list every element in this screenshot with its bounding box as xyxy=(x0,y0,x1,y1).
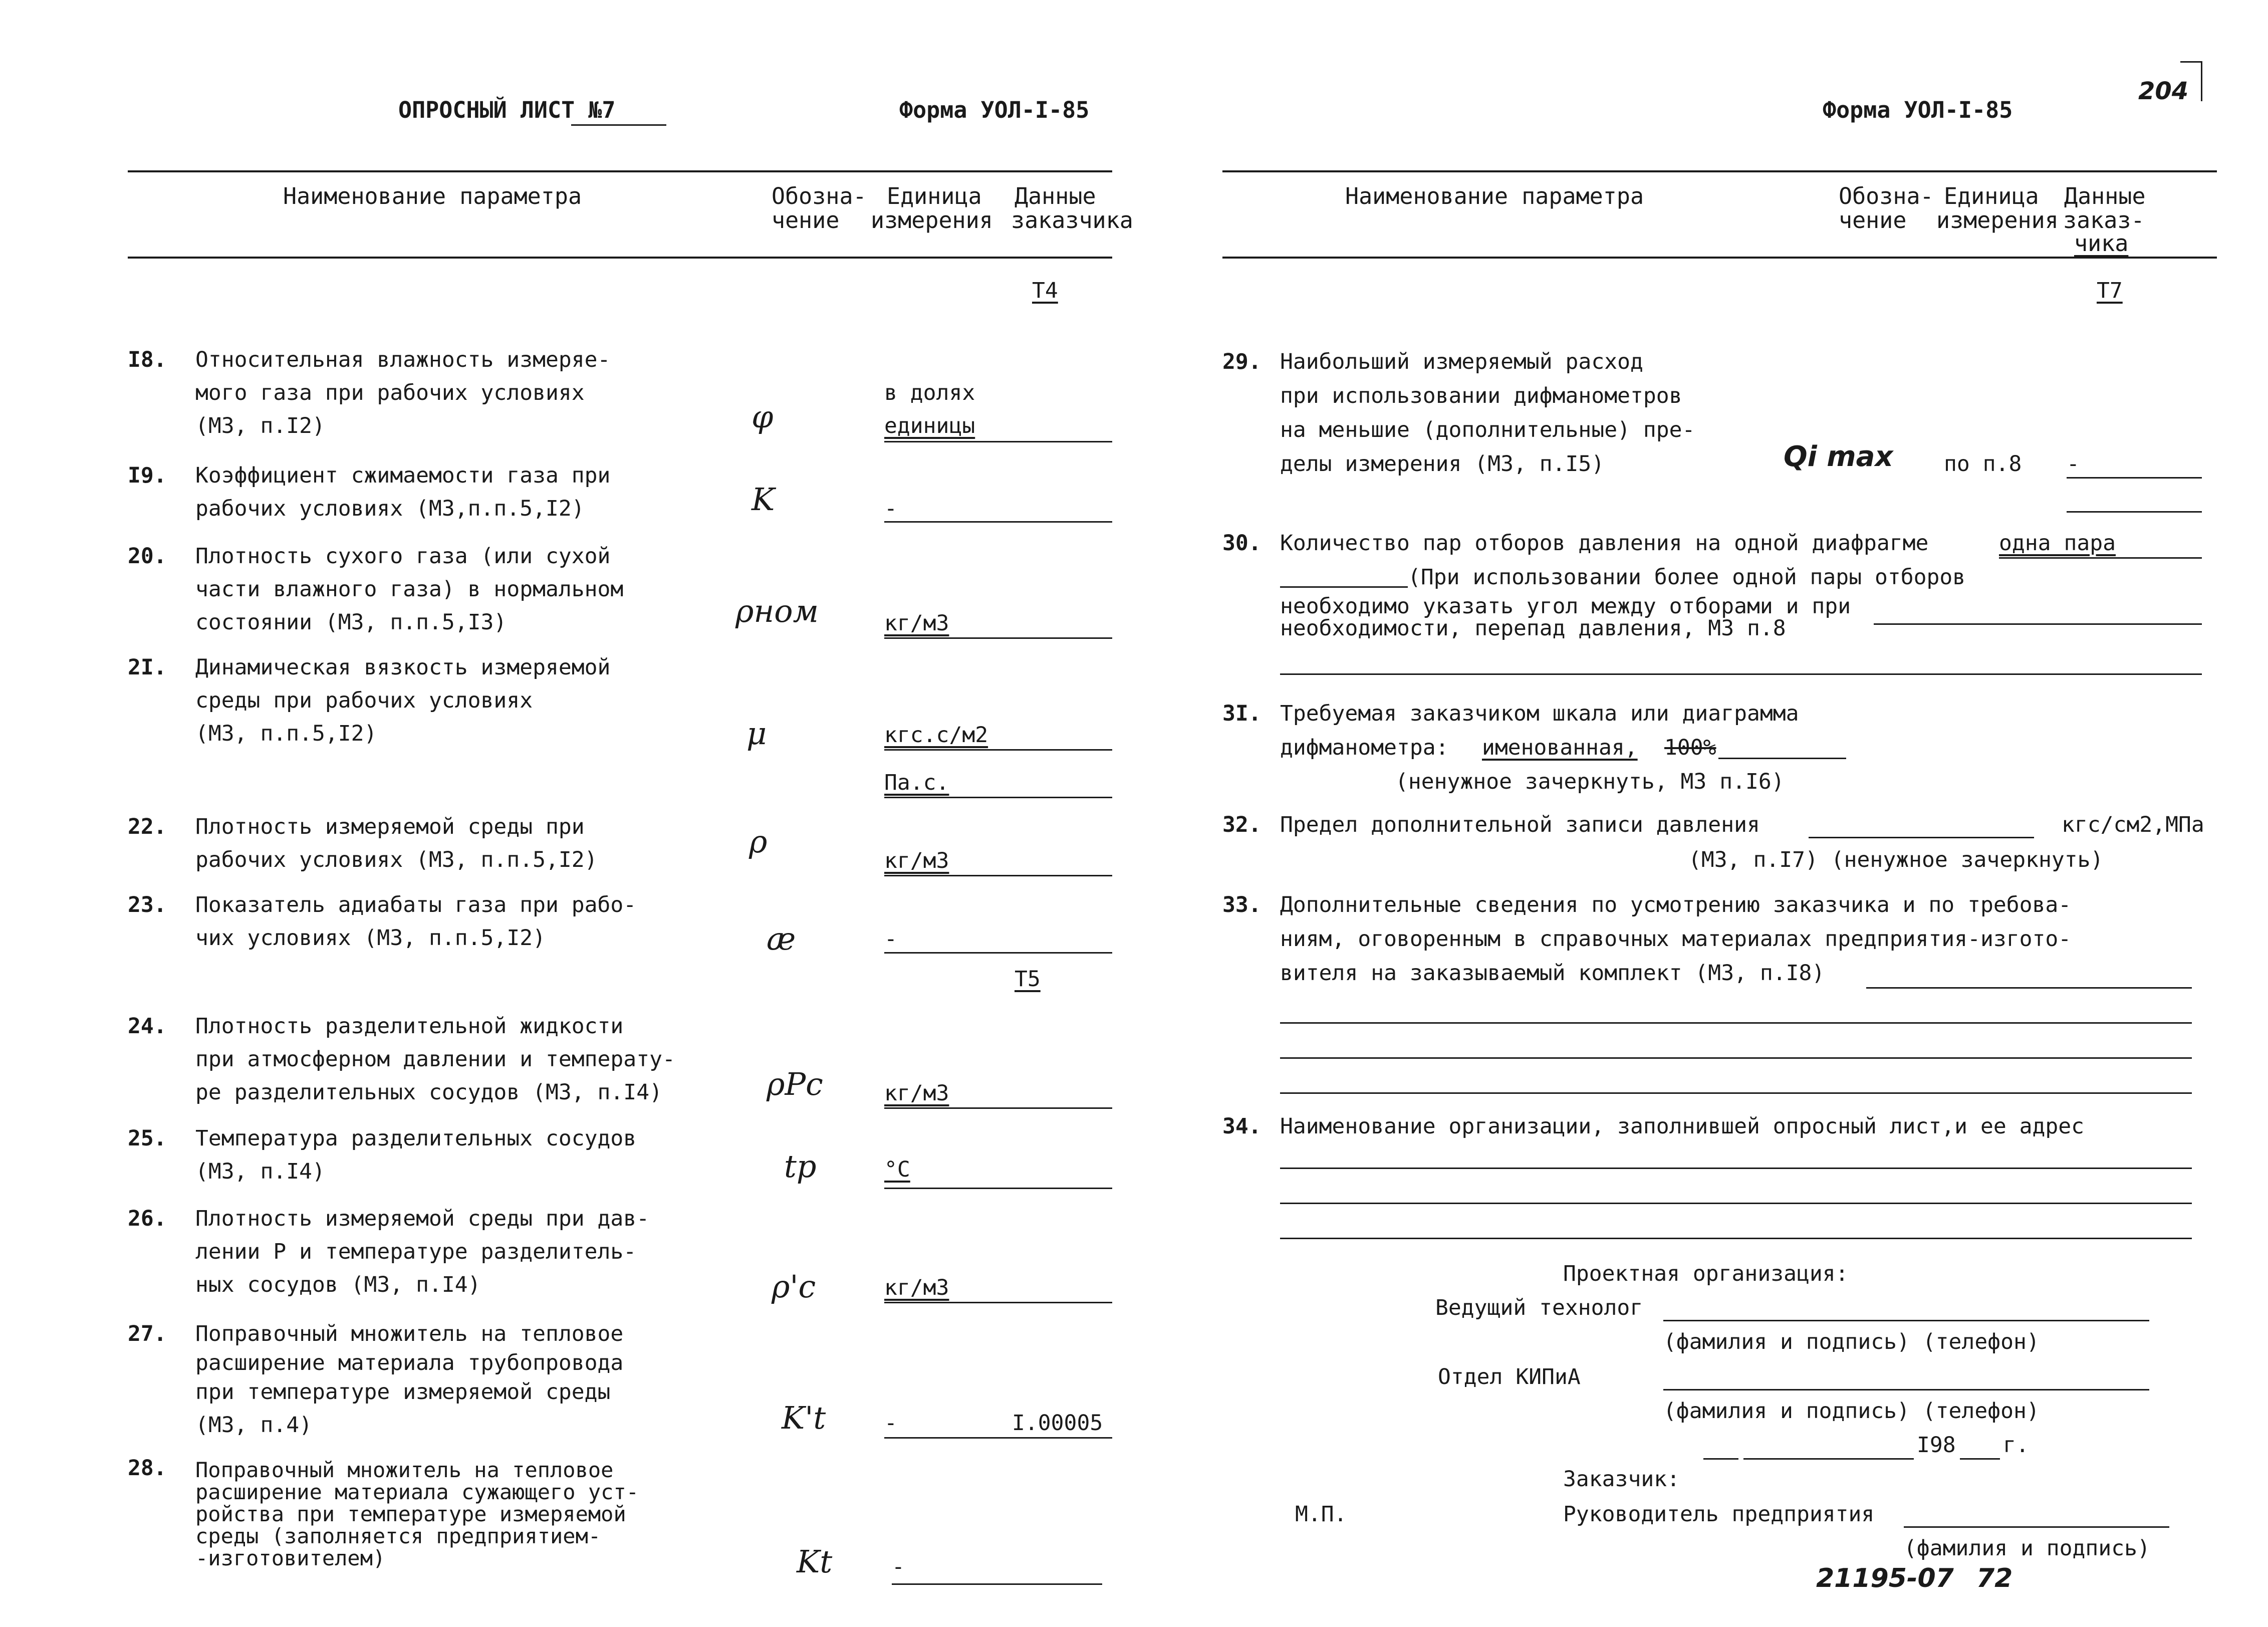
item-27-number: 27. xyxy=(128,1321,167,1346)
name-sign-caption: (фамилия и подпись) xyxy=(1904,1536,2150,1561)
tag-t7: Т7 xyxy=(2097,278,2123,303)
item-31-text: Требуемая заказчиком шкала или диаграмма xyxy=(1280,701,1799,726)
item-29-text: при использовании дифманометров xyxy=(1280,383,1682,408)
item-31-number: 3I. xyxy=(1222,701,1262,726)
item-28-value-line xyxy=(892,1583,1102,1585)
item-31-text: дифманометра: xyxy=(1280,735,1449,760)
doc-code: 21195-07 xyxy=(1816,1563,1954,1593)
item-29-value: - xyxy=(2067,451,2080,477)
item-29-unit: по п.8 xyxy=(1944,451,2022,477)
item-28-number: 28. xyxy=(128,1456,167,1481)
item-28-unit: - xyxy=(892,1554,905,1579)
item-19-text: рабочих условиях (МЗ,п.п.5,I2) xyxy=(195,496,585,521)
item-18-text: (МЗ, п.I2) xyxy=(195,413,325,438)
item-19-value-line xyxy=(884,521,1112,523)
doc-page: 72 xyxy=(1976,1563,2013,1593)
stamp-place: М.П. xyxy=(1295,1502,1347,1527)
item-22-symbol: ρ xyxy=(749,823,768,860)
item-31-answer: именованная, xyxy=(1482,735,1638,760)
item-26-value-line xyxy=(884,1302,1112,1303)
item-30-text: необходимости, перепад давления, МЗ п.8 xyxy=(1280,616,1786,641)
right-col-designation-2: чение xyxy=(1839,207,1907,234)
item-18-unit: в долях xyxy=(884,380,975,405)
questionnaire-title: ОПРОСНЫЙ ЛИСТ №7 xyxy=(398,97,616,123)
item-21-number: 2I. xyxy=(128,655,167,680)
right-col-unit-1: Единица xyxy=(1944,183,2039,209)
item-32-number: 32. xyxy=(1222,812,1262,837)
left-col-customer-1: Данные xyxy=(1015,183,1096,209)
item-30-answer: одна пара xyxy=(1999,531,2116,556)
item-20-unit: кг/м3 xyxy=(884,611,949,636)
item-30-text: необходимо указать угол между отборами и при xyxy=(1280,594,1851,619)
item-34-fill-line-3 xyxy=(1280,1238,2192,1239)
right-col-customer-1: Данные xyxy=(2064,183,2146,209)
lead-technologist-line xyxy=(1663,1320,2149,1321)
item-22-number: 22. xyxy=(128,814,167,839)
left-col-designation-1: Обозна- xyxy=(772,183,867,209)
item-18-text: Относительная влажность измеряе- xyxy=(195,347,611,372)
item-34-fill-line xyxy=(1280,1168,2192,1169)
item-20-symbol: ρном xyxy=(735,593,819,629)
item-31-fill-line xyxy=(1718,758,1846,759)
item-33-fill-line-4 xyxy=(1280,1092,2192,1094)
tag-t4: Т4 xyxy=(1032,278,1058,303)
item-32-units: кгс/см2,МПа xyxy=(2062,812,2204,837)
item-23-unit: - xyxy=(884,926,897,952)
item-28-text: -изготовителем) xyxy=(195,1546,386,1570)
item-19-symbol: K xyxy=(751,481,775,518)
right-col-name: Наименование параметра xyxy=(1345,183,1644,209)
left-col-unit-2: измерения xyxy=(871,207,993,234)
item-34-number: 34. xyxy=(1222,1114,1262,1139)
right-header-bottom-rule xyxy=(1222,257,2217,259)
item-26-unit: кг/м3 xyxy=(884,1275,949,1300)
item-28-text: расширение материала сужающего уст- xyxy=(195,1480,639,1504)
item-34-fill-line-2 xyxy=(1280,1203,2192,1204)
item-24-number: 24. xyxy=(128,1014,167,1039)
item-24-text: при атмосферном давлении и температу- xyxy=(195,1047,675,1072)
item-27-value-line xyxy=(884,1437,1112,1439)
item-33-fill-line xyxy=(1866,987,2192,989)
item-29-number: 29. xyxy=(1222,349,1262,374)
item-20-text: Плотность сухого газа (или сухой xyxy=(195,544,611,569)
name-phone-caption-2: (фамилия и подпись) (телефон) xyxy=(1663,1399,2040,1424)
item-22-text: рабочих условиях (МЗ, п.п.5,I2) xyxy=(195,847,598,872)
department-label: Отдел КИПиА xyxy=(1438,1364,1581,1389)
item-32-text: Предел дополнительной записи давления xyxy=(1280,812,1760,837)
lead-technologist-label: Ведущий технолог xyxy=(1435,1295,1643,1320)
item-21-value-line-2 xyxy=(884,797,1112,798)
item-27-text: расширение материала трубопровода xyxy=(195,1350,624,1375)
date-day-line xyxy=(1703,1458,1738,1460)
item-28-text: Поправочный множитель на тепловое xyxy=(195,1458,614,1482)
item-21-value-line xyxy=(884,749,1112,751)
item-26-symbol: ρ'c xyxy=(772,1268,816,1305)
item-24-text: Плотность разделительной жидкости xyxy=(195,1014,624,1039)
department-line xyxy=(1663,1389,2149,1390)
item-33-fill-line-2 xyxy=(1280,1022,2192,1024)
item-19-number: I9. xyxy=(128,463,167,488)
item-24-symbol: ρPc xyxy=(767,1066,823,1102)
right-col-customer-3: чика xyxy=(2074,230,2129,257)
item-26-text: лении Р и температуре разделитель- xyxy=(195,1239,637,1264)
item-30-answer-line xyxy=(1999,557,2202,559)
item-20-text: части влажного газа) в нормальном xyxy=(195,577,624,602)
date-year-line xyxy=(1960,1458,2000,1460)
item-33-text: вителя на заказываемый комплект (МЗ, п.I8) xyxy=(1280,961,1825,986)
title-underline xyxy=(571,124,666,126)
item-29-text: Наибольший измеряемый расход xyxy=(1280,349,1643,374)
date-year-suffix: г. xyxy=(2003,1433,2029,1458)
item-33-text: Дополнительные сведения по усмотрению заказчика и по требова- xyxy=(1280,892,2072,917)
form-code-right: Форма УОЛ-I-85 xyxy=(1823,97,2013,123)
item-26-number: 26. xyxy=(128,1206,167,1231)
item-30-text: Количество пар отборов давления на одной диафрагме xyxy=(1280,531,1929,556)
item-18-text: мого газа при рабочих условиях xyxy=(195,380,585,405)
item-28-text: среды (заполняется предприятием- xyxy=(195,1524,601,1548)
item-20-number: 20. xyxy=(128,544,167,569)
item-26-text: ных сосудов (МЗ, п.I4) xyxy=(195,1272,481,1297)
item-31-struck-option: 100% xyxy=(1664,735,1716,760)
item-32-text: (МЗ, п.I7) (ненужное зачеркнуть) xyxy=(1688,847,2104,872)
left-col-unit-1: Единица xyxy=(887,183,982,209)
left-col-designation-2: чение xyxy=(772,207,840,234)
item-27-text: Поправочный множитель на тепловое xyxy=(195,1321,624,1346)
form-code-left: Форма УОЛ-I-85 xyxy=(899,97,1090,123)
left-col-name: Наименование параметра xyxy=(283,183,582,209)
item-21-text: (МЗ, п.п.5,I2) xyxy=(195,721,377,746)
item-25-value-line xyxy=(884,1188,1112,1189)
item-24-text: ре разделительных сосудов (МЗ, п.I4) xyxy=(195,1080,662,1105)
item-23-text: Показатель адиабаты газа при рабо- xyxy=(195,892,637,917)
item-19-unit: - xyxy=(884,496,897,521)
item-29-symbol: Qi max xyxy=(1784,440,1893,473)
left-header-bottom-rule xyxy=(128,257,1112,259)
item-20-value-line xyxy=(884,637,1112,639)
item-27-text: (МЗ, п.4) xyxy=(195,1413,312,1438)
date-year-prefix: I98 xyxy=(1917,1433,1956,1458)
item-30-fill-line-2 xyxy=(1280,673,2202,675)
director-label: Руководитель предприятия xyxy=(1563,1502,1875,1527)
item-27-symbol: K't xyxy=(782,1400,826,1436)
item-30-number: 30. xyxy=(1222,531,1262,556)
right-col-designation-1: Обозна- xyxy=(1839,183,1934,209)
item-29-value-line-2 xyxy=(2067,511,2202,513)
item-29-text: делы измерения (МЗ, п.I5) xyxy=(1280,451,1605,477)
date-month-line xyxy=(1743,1458,1914,1460)
left-header-top-rule xyxy=(128,170,1112,172)
item-24-value-line xyxy=(884,1107,1112,1109)
item-21-unit-alt: Па.с. xyxy=(884,770,949,795)
item-28-text: ройства при температуре измеряемой xyxy=(195,1502,626,1526)
customer-heading: Заказчик: xyxy=(1563,1467,1680,1492)
item-21-symbol: μ xyxy=(746,715,767,752)
name-phone-caption-1: (фамилия и подпись) (телефон) xyxy=(1663,1329,2040,1354)
item-29-text: на меньшие (дополнительные) пре- xyxy=(1280,417,1695,442)
item-23-symbol: æ xyxy=(767,920,796,957)
item-18-number: I8. xyxy=(128,347,167,372)
item-31-text: (ненужное зачеркнуть, МЗ п.I6) xyxy=(1395,769,1785,794)
tag-t5: Т5 xyxy=(1015,967,1041,992)
right-header-top-rule xyxy=(1222,170,2217,172)
item-30-text: (При использовании более одной пары отборов xyxy=(1408,565,1966,590)
item-20-text: состоянии (МЗ, п.п.5,I3) xyxy=(195,610,507,635)
item-22-unit: кг/м3 xyxy=(884,848,949,873)
item-18-value-line xyxy=(884,441,1112,442)
item-19-text: Коэффициент сжимаемости газа при xyxy=(195,463,611,488)
item-25-text: Температура разделительных сосудов xyxy=(195,1126,637,1151)
item-18-symbol: φ xyxy=(751,398,774,435)
page-number: 204 xyxy=(2138,77,2189,105)
item-21-text: Динамическая вязкость измеряемой xyxy=(195,655,611,680)
item-25-symbol: tp xyxy=(784,1148,817,1185)
right-col-unit-2: измерения xyxy=(1936,207,2059,234)
right-col-customer-2: заказ- xyxy=(2063,207,2145,234)
left-col-customer-2: заказчика xyxy=(1011,207,1133,234)
item-21-unit: кгс.с/м2 xyxy=(884,723,988,748)
item-24-unit: кг/м3 xyxy=(884,1081,949,1106)
item-33-text: ниям, оговоренным в справочных материалах предприятия-изгото- xyxy=(1280,926,2072,952)
item-29-value-line xyxy=(2067,477,2202,479)
director-signature-line xyxy=(1904,1526,2169,1528)
item-30-blank-line xyxy=(1280,586,1408,588)
item-27-value: I.00005 xyxy=(1012,1411,1103,1436)
item-26-text: Плотность измеряемой среды при дав- xyxy=(195,1206,650,1231)
corner-mark-h xyxy=(2180,61,2202,63)
item-18-unit: единицы xyxy=(884,413,975,438)
item-27-unit: - xyxy=(884,1411,897,1436)
item-25-unit: °C xyxy=(884,1157,910,1182)
item-23-text: чих условиях (МЗ, п.п.5,I2) xyxy=(195,925,546,951)
item-25-number: 25. xyxy=(128,1126,167,1151)
item-34-text: Наименование организации, заполнившей опросный лист,и ее адрес xyxy=(1280,1114,2085,1139)
item-25-text: (МЗ, п.I4) xyxy=(195,1159,325,1184)
item-21-text: среды при рабочих условиях xyxy=(195,688,533,713)
item-33-fill-line-3 xyxy=(1280,1057,2192,1059)
item-27-text: при температуре измеряемой среды xyxy=(195,1379,611,1405)
corner-mark-v xyxy=(2201,61,2202,101)
item-23-number: 23. xyxy=(128,892,167,917)
item-28-symbol: Kt xyxy=(797,1543,833,1580)
project-org-heading: Проектная организация: xyxy=(1563,1261,1849,1286)
item-33-number: 33. xyxy=(1222,892,1262,917)
item-23-value-line xyxy=(884,952,1112,954)
item-32-value-line xyxy=(1809,837,2034,838)
item-22-value-line xyxy=(884,875,1112,876)
item-30-fill-line xyxy=(1874,623,2202,625)
item-22-text: Плотность измеряемой среды при xyxy=(195,814,585,839)
